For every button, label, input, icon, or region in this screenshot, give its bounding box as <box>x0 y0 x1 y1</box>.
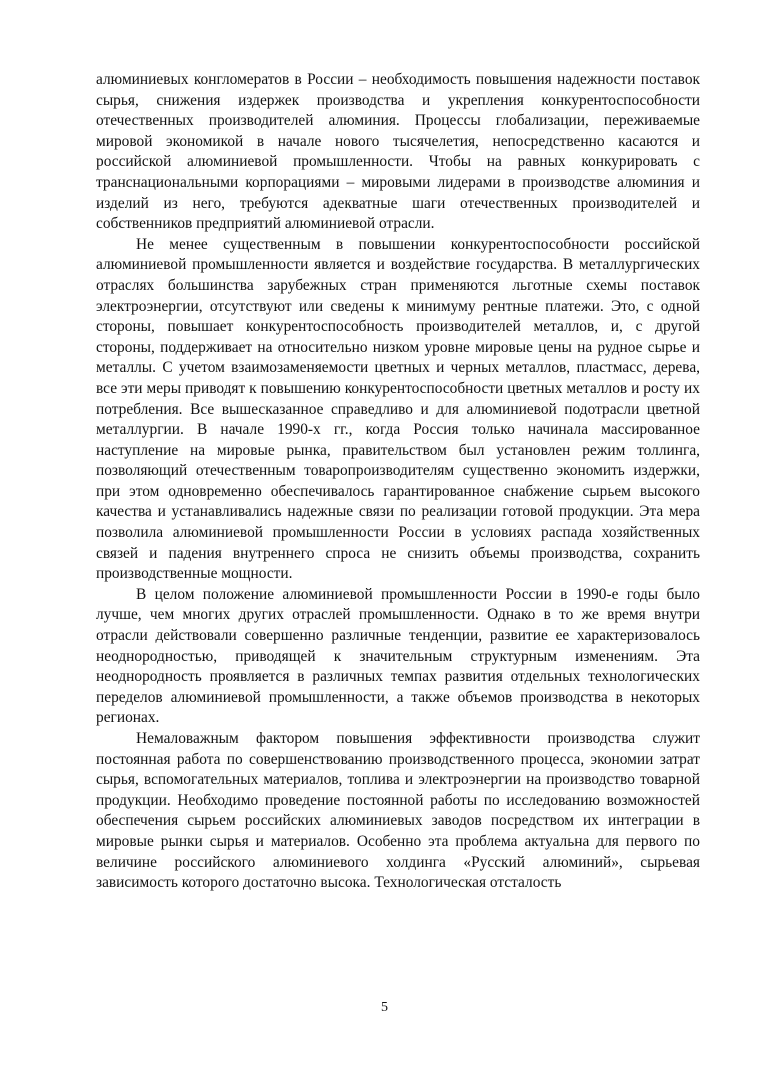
paragraph-1: алюминиевых конгломератов в России – необходимость повышения надежности поставок сырья, снижения издержек производства и укрепления конкурентоспособности отечественных производителей алюминия. Процессы глобализации, переживаемые мировой экономикой в начале нового тысячелетия, непосредственно касаются и российской алюминиевой промышленности. Чтобы на равных конкурировать с транснациональными корпорациями – мировыми лидерами в производстве алюминия и изделий из него, требуются адекватные шаги отечественных производителей и собственников предприятий алюминиевой отрасли. <box>96 71 700 233</box>
paragraph-4: Немаловажным фактором повышения эффективности производства служит постоянная работа по совершенствованию производственного процесса, экономии затрат сырья, вспомогательных материалов, топлива и электроэнергии на производство товарной продукции. Необходимо проведение постоянной работы по исследованию возможностей обеспечения сырьем российских алюминиевых заводов посредством их интеграции в мировые рынки сырья и материалов. Особенно эта проблема актуальна для первого по величине российского алюминиевого холдинга «Русский алюминий», сырьевая зависимость которого достаточно высока. Технологическая отсталость <box>96 730 700 892</box>
paragraph-2: Не менее существенным в повышении конкурентоспособности российской алюминиевой промышленности является и воздействие государства. В металлургических отраслях большинства зарубежных стран применяются льготные схемы поставок электроэнергии, отсутствуют или сведены к минимуму рентные платежи. Это, с одной стороны, повышает конкурентоспособность производителей металлов, и, с другой стороны, поддерживает на относительно низком уровне мировые цены на рудное сырье и металлы. С учетом взаимозаменяемости цветных и черных металлов, пластмасс, дерева, все эти меры приводят к повышению конкурентоспособности цветных металлов и росту их потребления. Все вышесказанное справедливо и для алюминиевой подотрасли цветной металлургии. В начале 1990-х гг., когда Россия только начинала массированное наступление на мировые рынка, правительством был установлен режим толлинга, позволяющий отечественным товаропроизводителям существенно экономить издержки, при этом одновременно обеспечивалось гарантированное снабжение сырьем высокого качества и устанавливались надежные связи по реализации готовой продукции. Эта мера позволила алюминиевой промышленности России в условиях распада хозяйственных связей и падения внутреннего спроса не снизить объемы производства, сохранить производственные мощности. <box>96 235 700 583</box>
document-page <box>96 70 700 894</box>
page-number: 5 <box>381 1000 388 1015</box>
paragraph-3: В целом положение алюминиевой промышленности России в 1990-е годы было лучше, чем многих других отраслей промышленности. Однако в то же время внутри отрасли действовали совершенно различные тенденции, развитие ее характеризовалось неоднородностью, приводящей к значительным структурным изменениям. Эта неоднородность проявляется в различных темпах развития отдельных технологических переделов алюминиевой промышленности, а также объемов производства в некоторых регионах. <box>96 585 700 727</box>
